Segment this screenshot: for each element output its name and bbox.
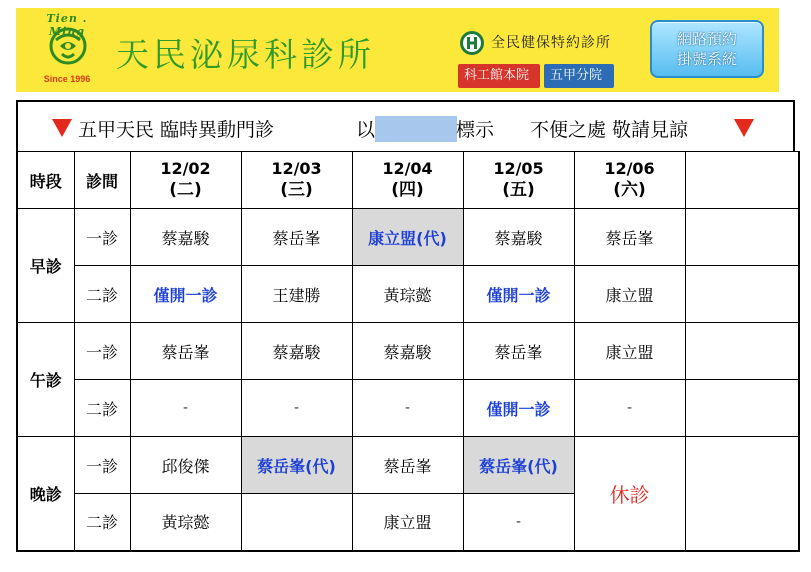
schedule-cell-none: - [463,494,574,551]
table-header-row [17,152,799,209]
schedule-cell: 王建勝 [241,266,352,323]
slot-afternoon: 午診 [17,323,74,437]
notice-title: 五甲天民 臨時異動門診 [78,119,275,141]
nhi-logo-icon [459,30,485,56]
header-day-4: 12/05 (五) [463,152,574,209]
table-row [17,323,799,380]
clinic-name: 天民泌尿科診所 [116,35,375,74]
schedule-cell: 康立盟 [574,323,685,380]
table-row [17,209,799,266]
slot-morning: 早診 [17,209,74,323]
header-day-5: 12/06 (六) [574,152,685,209]
legend-highlight-swatch [375,116,457,142]
schedule-cell-none: - [574,380,685,437]
notice-apology: 不便之處 敬請見諒 [530,119,689,141]
room-2-label: 二診 [74,266,130,323]
room-1-label: 一診 [74,323,130,380]
schedule-cell: 黃琮懿 [130,494,241,551]
schedule-cell-empty [685,209,799,266]
branch-wujia-clinic-label[interactable]: 五甲分院 [544,64,614,88]
schedule-cell: 蔡嘉駿 [130,209,241,266]
schedule-cell: 蔡嘉駿 [352,323,463,380]
schedule-cell: 蔡岳峯 [241,209,352,266]
schedule-cell: 蔡岳峯 [463,323,574,380]
online-booking-line2: 掛號系統 [676,50,737,68]
schedule-cell-none: - [241,380,352,437]
schedule-cell-substitute: 蔡岳峯(代) [241,437,352,494]
schedule-cell-empty [685,266,799,323]
slot-evening: 晚診 [17,437,74,551]
clinic-logo [24,12,110,90]
schedule-cell: 蔡岳峯 [130,323,241,380]
header-empty [685,152,799,209]
red-triangle-icon [52,119,72,137]
room-2-label: 二診 [74,494,130,551]
online-booking-line1: 網路預約 [676,30,737,48]
header-day-1: 12/02 (二) [130,152,241,209]
schedule-cell: 康立盟 [574,266,685,323]
schedule-cell-closed: 休診 [574,437,685,551]
header-slot: 時段 [17,152,74,209]
schedule-cell: 康立盟 [352,494,463,551]
schedule-cell: 邱俊傑 [130,437,241,494]
schedule-cell-empty [685,380,799,437]
schedule-cell-one-room-only: 僅開一診 [130,266,241,323]
header-day-3: 12/04 (四) [352,152,463,209]
table-row [17,266,799,323]
schedule-cell-empty [685,437,799,551]
online-booking-button[interactable] [650,20,764,78]
schedule-cell: 蔡嘉駿 [241,323,352,380]
schedule-cell-none: - [352,380,463,437]
clinic-header-banner [16,8,779,92]
schedule-cell: 蔡岳峯 [574,209,685,266]
schedule-cell: 蔡岳峯 [352,437,463,494]
header-day-2: 12/03 (三) [241,152,352,209]
branch-main-clinic-label[interactable]: 科工館本院 [458,64,540,88]
notice-marked-with: 以 [356,119,376,141]
logo-top-text: Tien . Ming [46,12,88,38]
clinic-schedule-table [16,151,800,552]
schedule-cell-one-room-only: 僅開一診 [463,380,574,437]
room-1-label: 一診 [74,437,130,494]
schedule-cell-one-room-only: 僅開一診 [463,266,574,323]
schedule-cell-empty [241,494,352,551]
room-2-label: 二診 [74,380,130,437]
notice-mark-label: 標示 [456,119,495,141]
schedule-cell-substitute: 康立盟(代) [352,209,463,266]
schedule-cell-substitute: 蔡岳峯(代) [463,437,574,494]
nhi-contract-text: 全民健保特約診所 [491,35,611,51]
header-room: 診間 [74,152,130,209]
schedule-cell-empty [685,323,799,380]
clinic-logo-emblem-icon [48,26,88,66]
logo-since-text: Since 1996 [43,74,91,84]
table-row [17,380,799,437]
schedule-cell: 蔡嘉駿 [463,209,574,266]
schedule-cell: 黃琮懿 [352,266,463,323]
room-1-label: 一診 [74,209,130,266]
schedule-cell-none: - [130,380,241,437]
table-row [17,437,799,494]
schedule-notice [16,100,795,152]
red-triangle-icon [734,119,754,137]
